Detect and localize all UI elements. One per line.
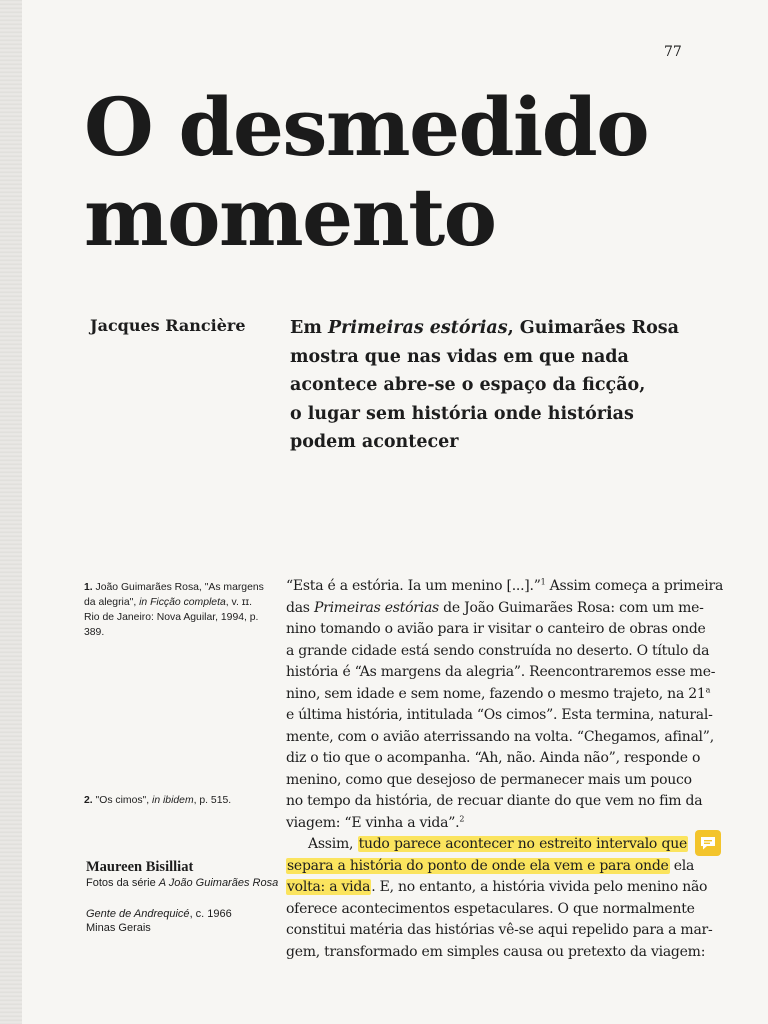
- body-line: a grande cidade está sendo construída no deserto. O título da: [286, 642, 710, 659]
- body-line: [286, 856, 695, 878]
- highlight[interactable]: separa a história do ponto de onde ela vem e para onde: [287, 857, 669, 874]
- page-number: 77: [664, 44, 682, 60]
- footnote-number: 1.: [84, 582, 93, 593]
- footnote-source: in Ficção completa: [139, 597, 226, 608]
- body-line: gem, transformado em simples causa ou pretexto da viagem:: [286, 943, 706, 960]
- series-label: Fotos da série: [86, 877, 159, 889]
- body-line: [286, 684, 711, 706]
- series-title: A João Guimarães Rosa: [158, 877, 279, 889]
- footnote-text: João Guimarães Rosa, "As margens da alegria",: [84, 582, 264, 608]
- footnote-number: 2.: [84, 795, 93, 806]
- standfirst-line: mostra que nas vidas em que nada: [290, 346, 629, 367]
- footnote-text: "Os cimos",: [92, 795, 153, 806]
- footnote-2: [84, 795, 231, 806]
- body-line: mente, com o avião aterrissando na volta. “Chegamos, afinal”,: [286, 728, 714, 745]
- standfirst-text: Em: [290, 318, 328, 338]
- standfirst-line: acontece abre-se o espaço da ficção,: [290, 375, 646, 395]
- book-title: Primeiras estórias: [313, 599, 439, 616]
- body-line: [286, 877, 708, 899]
- body-line: oferece acontecimentos espetaculares. O que normalmente: [286, 900, 695, 917]
- title-line-1: O desmedido: [84, 80, 649, 174]
- comment-icon: [700, 835, 716, 851]
- standfirst-book-title: Primeiras estórias: [327, 318, 508, 338]
- body-text: [286, 576, 724, 963]
- ordinal-suffix: a: [705, 684, 711, 694]
- body-line: história é “As margens da alegria”. Reencontraremos esse me-: [286, 664, 716, 680]
- photo-title: Gente de Andrequicé: [86, 908, 190, 920]
- body-line: e última história, intitulada “Os cimos”. Esta termina, natural-: [286, 707, 713, 723]
- quote: “Esta é a estória. Ia um menino [...].”: [286, 578, 541, 594]
- annotation-note-button[interactable]: [695, 830, 721, 856]
- footnote-text: , p. 515.: [193, 795, 232, 806]
- standfirst-line: [290, 314, 710, 343]
- text: de João Guimarães Rosa: com um me-: [438, 599, 704, 616]
- body-line: diz o tio que o acompanha. “Ah, não. Ainda não”, responde o: [286, 750, 701, 766]
- body-line: menino, como que desejoso de permanecer mais um pouco: [286, 771, 692, 788]
- scan-edge: [0, 0, 22, 1024]
- text: . E, no entanto, a história vivida pelo menino não: [371, 879, 708, 895]
- article-title: [84, 82, 648, 262]
- text: das: [286, 599, 314, 616]
- standfirst-line: o lugar sem história onde histórias: [290, 403, 634, 424]
- standfirst-line: podem acontecer: [290, 432, 459, 452]
- body-line: nino tomando o avião para ir visitar o canteiro de obras onde: [286, 621, 706, 637]
- photo-credit: [86, 858, 286, 936]
- body-line: [286, 813, 688, 835]
- photo-series: [86, 876, 286, 891]
- photo-year: , c. 1966: [189, 908, 232, 920]
- text: nino, sem idade e sem nome, fazendo o mesmo trajeto, na 21: [286, 685, 706, 702]
- title-line-2: momento: [84, 170, 496, 264]
- standfirst: [290, 314, 710, 457]
- text: ela: [669, 857, 695, 874]
- footnote-source: in ibidem: [152, 795, 194, 806]
- text: viagem: “E vinha a vida”.: [286, 814, 460, 831]
- body-line: [286, 576, 724, 598]
- standfirst-text: , Guimarães Rosa: [507, 318, 679, 338]
- footnote-ref-2[interactable]: 2: [459, 813, 465, 823]
- photographer-name: Maureen Bisilliat: [86, 859, 194, 875]
- body-line: [286, 834, 688, 856]
- body-line: [286, 598, 704, 620]
- text: Assim,: [308, 836, 358, 852]
- text: Assim começa a primeira: [545, 578, 724, 594]
- footnote-ref-1[interactable]: 1: [540, 577, 546, 587]
- body-line: constitui matéria das histórias vê-se aqui repelido para a mar-: [286, 922, 713, 938]
- photo-location: Minas Gerais: [86, 922, 151, 934]
- footnote-text: , v. ɪɪ. Rio de Janeiro: Nova Aguilar, 1994, p. 389.: [84, 597, 259, 638]
- highlight[interactable]: volta: a vida: [287, 879, 371, 895]
- author-name: Jacques Rancière: [90, 316, 246, 335]
- highlight[interactable]: tudo parece acontecer no estreito intervalo que: [358, 836, 687, 852]
- footnote-1: [84, 580, 264, 640]
- photo-caption: [86, 907, 286, 921]
- body-line: no tempo da história, de recuar diante do que vem no fim da: [286, 793, 703, 809]
